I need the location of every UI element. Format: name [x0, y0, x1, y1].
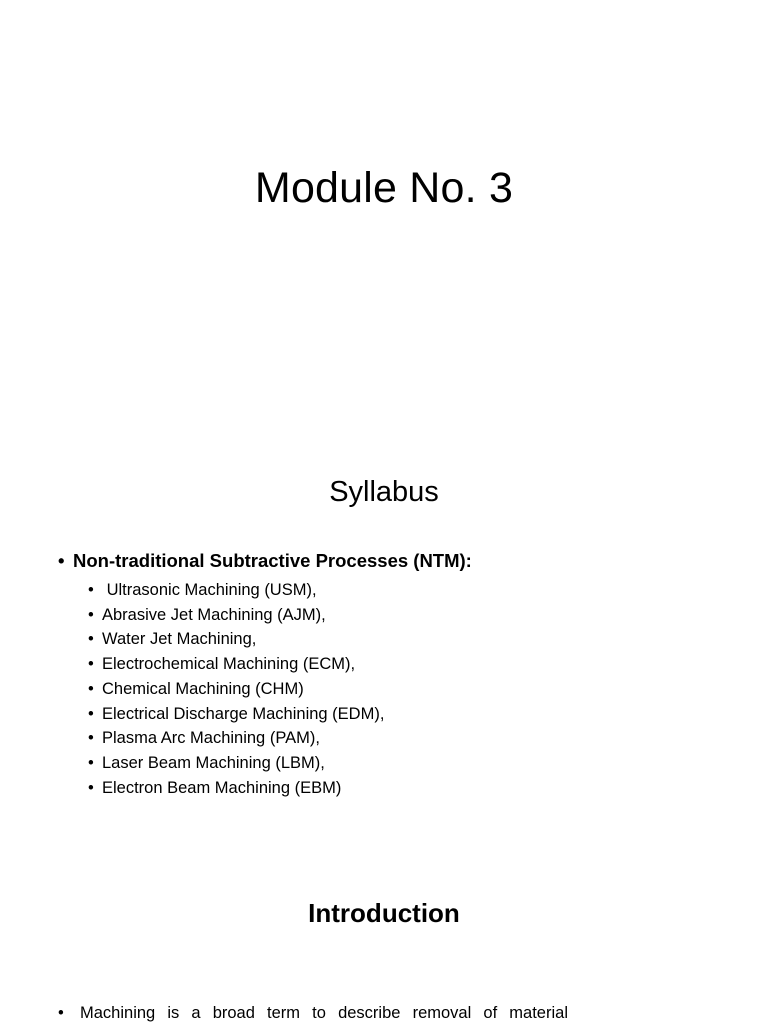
- bullet-icon: •: [88, 729, 94, 748]
- bullet-icon: •: [88, 581, 94, 599]
- syllabus-title: Syllabus: [329, 476, 439, 508]
- bullet-icon: •: [58, 1004, 64, 1022]
- list-item: • Chemical Machining (CHM): [88, 677, 384, 702]
- bullet-icon: •: [88, 753, 94, 772]
- module-title: Module No. 3: [254, 164, 514, 212]
- bullet-icon: •: [88, 605, 94, 624]
- bullet-icon: •: [88, 679, 94, 698]
- list-item: • Water Jet Machining,: [88, 627, 384, 652]
- slide-introduction: [0, 864, 768, 1024]
- list-item: • Electron Beam Machining (EBM): [88, 776, 384, 801]
- slide-module-title: [0, 0, 768, 432]
- bullet-icon: •: [58, 550, 65, 571]
- list-item: • Laser Beam Machining (LBM),: [88, 751, 384, 776]
- intro-bullet: [58, 1004, 568, 1023]
- list-item: • Plasma Arc Machining (PAM),: [88, 726, 384, 751]
- main-bullet-text: Non-traditional Subtractive Processes (NTM):: [73, 550, 472, 571]
- bullet-icon: •: [88, 778, 94, 797]
- bullet-icon: •: [88, 655, 94, 674]
- intro-bullet-text: Machining is a broad term to describe removal of material: [80, 1004, 568, 1022]
- bullet-icon: •: [88, 630, 94, 649]
- list-item: • Ultrasonic Machining (USM),: [88, 578, 384, 603]
- syllabus-list: [88, 578, 384, 800]
- main-bullet: [58, 550, 472, 572]
- slide-syllabus: [0, 432, 768, 864]
- bullet-icon: •: [88, 704, 94, 723]
- introduction-title: Introduction: [308, 898, 460, 928]
- list-item: • Electrochemical Machining (ECM),: [88, 652, 384, 677]
- list-item: • Abrasive Jet Machining (AJM),: [88, 603, 384, 628]
- list-item: • Electrical Discharge Machining (EDM),: [88, 702, 384, 727]
